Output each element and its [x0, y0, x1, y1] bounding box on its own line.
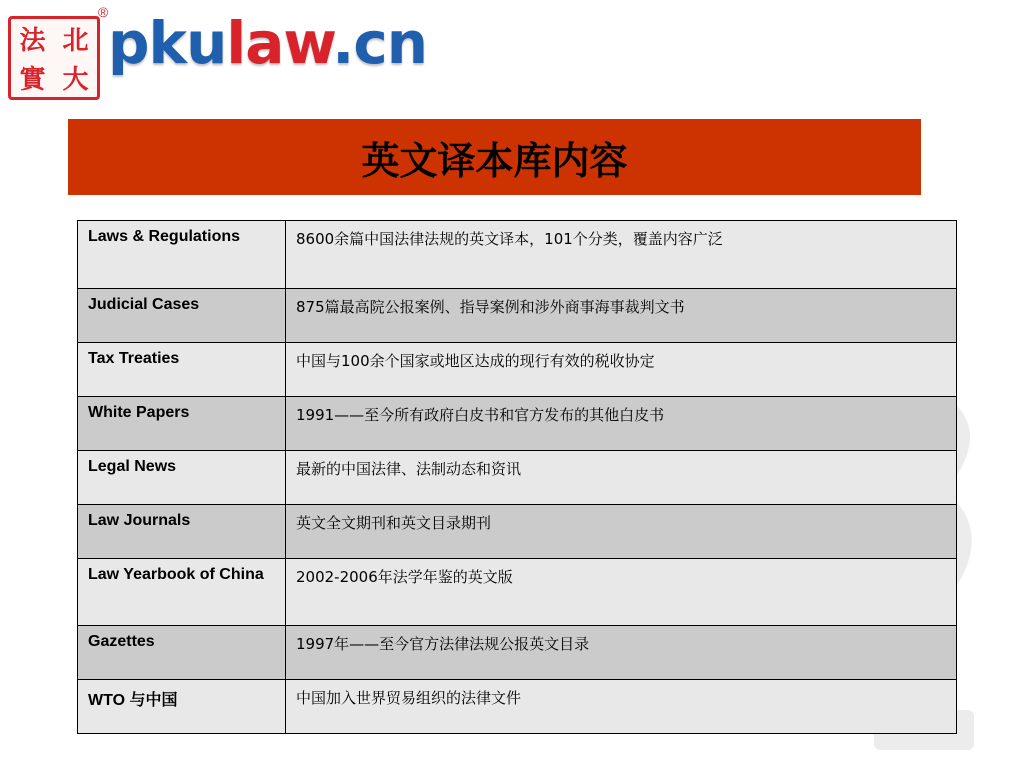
table-row: [78, 397, 957, 451]
brand-law: law: [226, 9, 333, 77]
table-row: [78, 505, 957, 559]
row-description: 2002-2006年法学年鉴的英文版: [286, 559, 957, 626]
row-name: Law Journals: [78, 505, 286, 559]
row-description: 1997年——至今官方法律法规公报英文目录: [286, 626, 957, 680]
row-description: 英文全文期刊和英文目录期刊: [286, 505, 957, 559]
brand-wordmark: [108, 9, 428, 77]
table-row: [78, 289, 957, 343]
row-description: 875篇最高院公报案例、指导案例和涉外商事海事裁判文书: [286, 289, 957, 343]
table-row: [78, 559, 957, 626]
row-name: WTO 与中国: [78, 680, 286, 734]
content-table: [77, 220, 957, 734]
row-description: 中国加入世界贸易组织的法律文件: [286, 680, 957, 734]
row-description: 中国与100余个国家或地区达成的现行有效的税收协定: [286, 343, 957, 397]
row-description: 8600余篇中国法律法规的英文译本，101个分类，覆盖内容广泛: [286, 221, 957, 289]
row-description: 1991——至今所有政府白皮书和官方发布的其他白皮书: [286, 397, 957, 451]
seal-char: 實: [19, 65, 46, 95]
seal-logo: [8, 16, 100, 100]
seal-char: 大: [62, 65, 89, 95]
table-row: [78, 451, 957, 505]
table-row: [78, 626, 957, 680]
seal-char: 北: [62, 26, 89, 56]
row-name: Tax Treaties: [78, 343, 286, 397]
row-name: Law Yearbook of China: [78, 559, 286, 626]
seal-char: 法: [19, 26, 46, 56]
title-banner: [68, 119, 921, 195]
registered-mark: ®: [98, 4, 109, 20]
row-name: Gazettes: [78, 626, 286, 680]
brand-cn: .cn: [332, 9, 428, 77]
row-name: Laws & Regulations: [78, 221, 286, 289]
row-name: White Papers: [78, 397, 286, 451]
row-name: Legal News: [78, 451, 286, 505]
row-name: Judicial Cases: [78, 289, 286, 343]
table-row: [78, 221, 957, 289]
page-title: 英文译本库内容: [361, 138, 628, 183]
brand-pku: pku: [108, 9, 227, 77]
pkulaw-logo[interactable]: [8, 4, 428, 100]
row-description: 最新的中国法律、法制动态和资讯: [286, 451, 957, 505]
table-row: [78, 343, 957, 397]
table-row: [78, 680, 957, 734]
